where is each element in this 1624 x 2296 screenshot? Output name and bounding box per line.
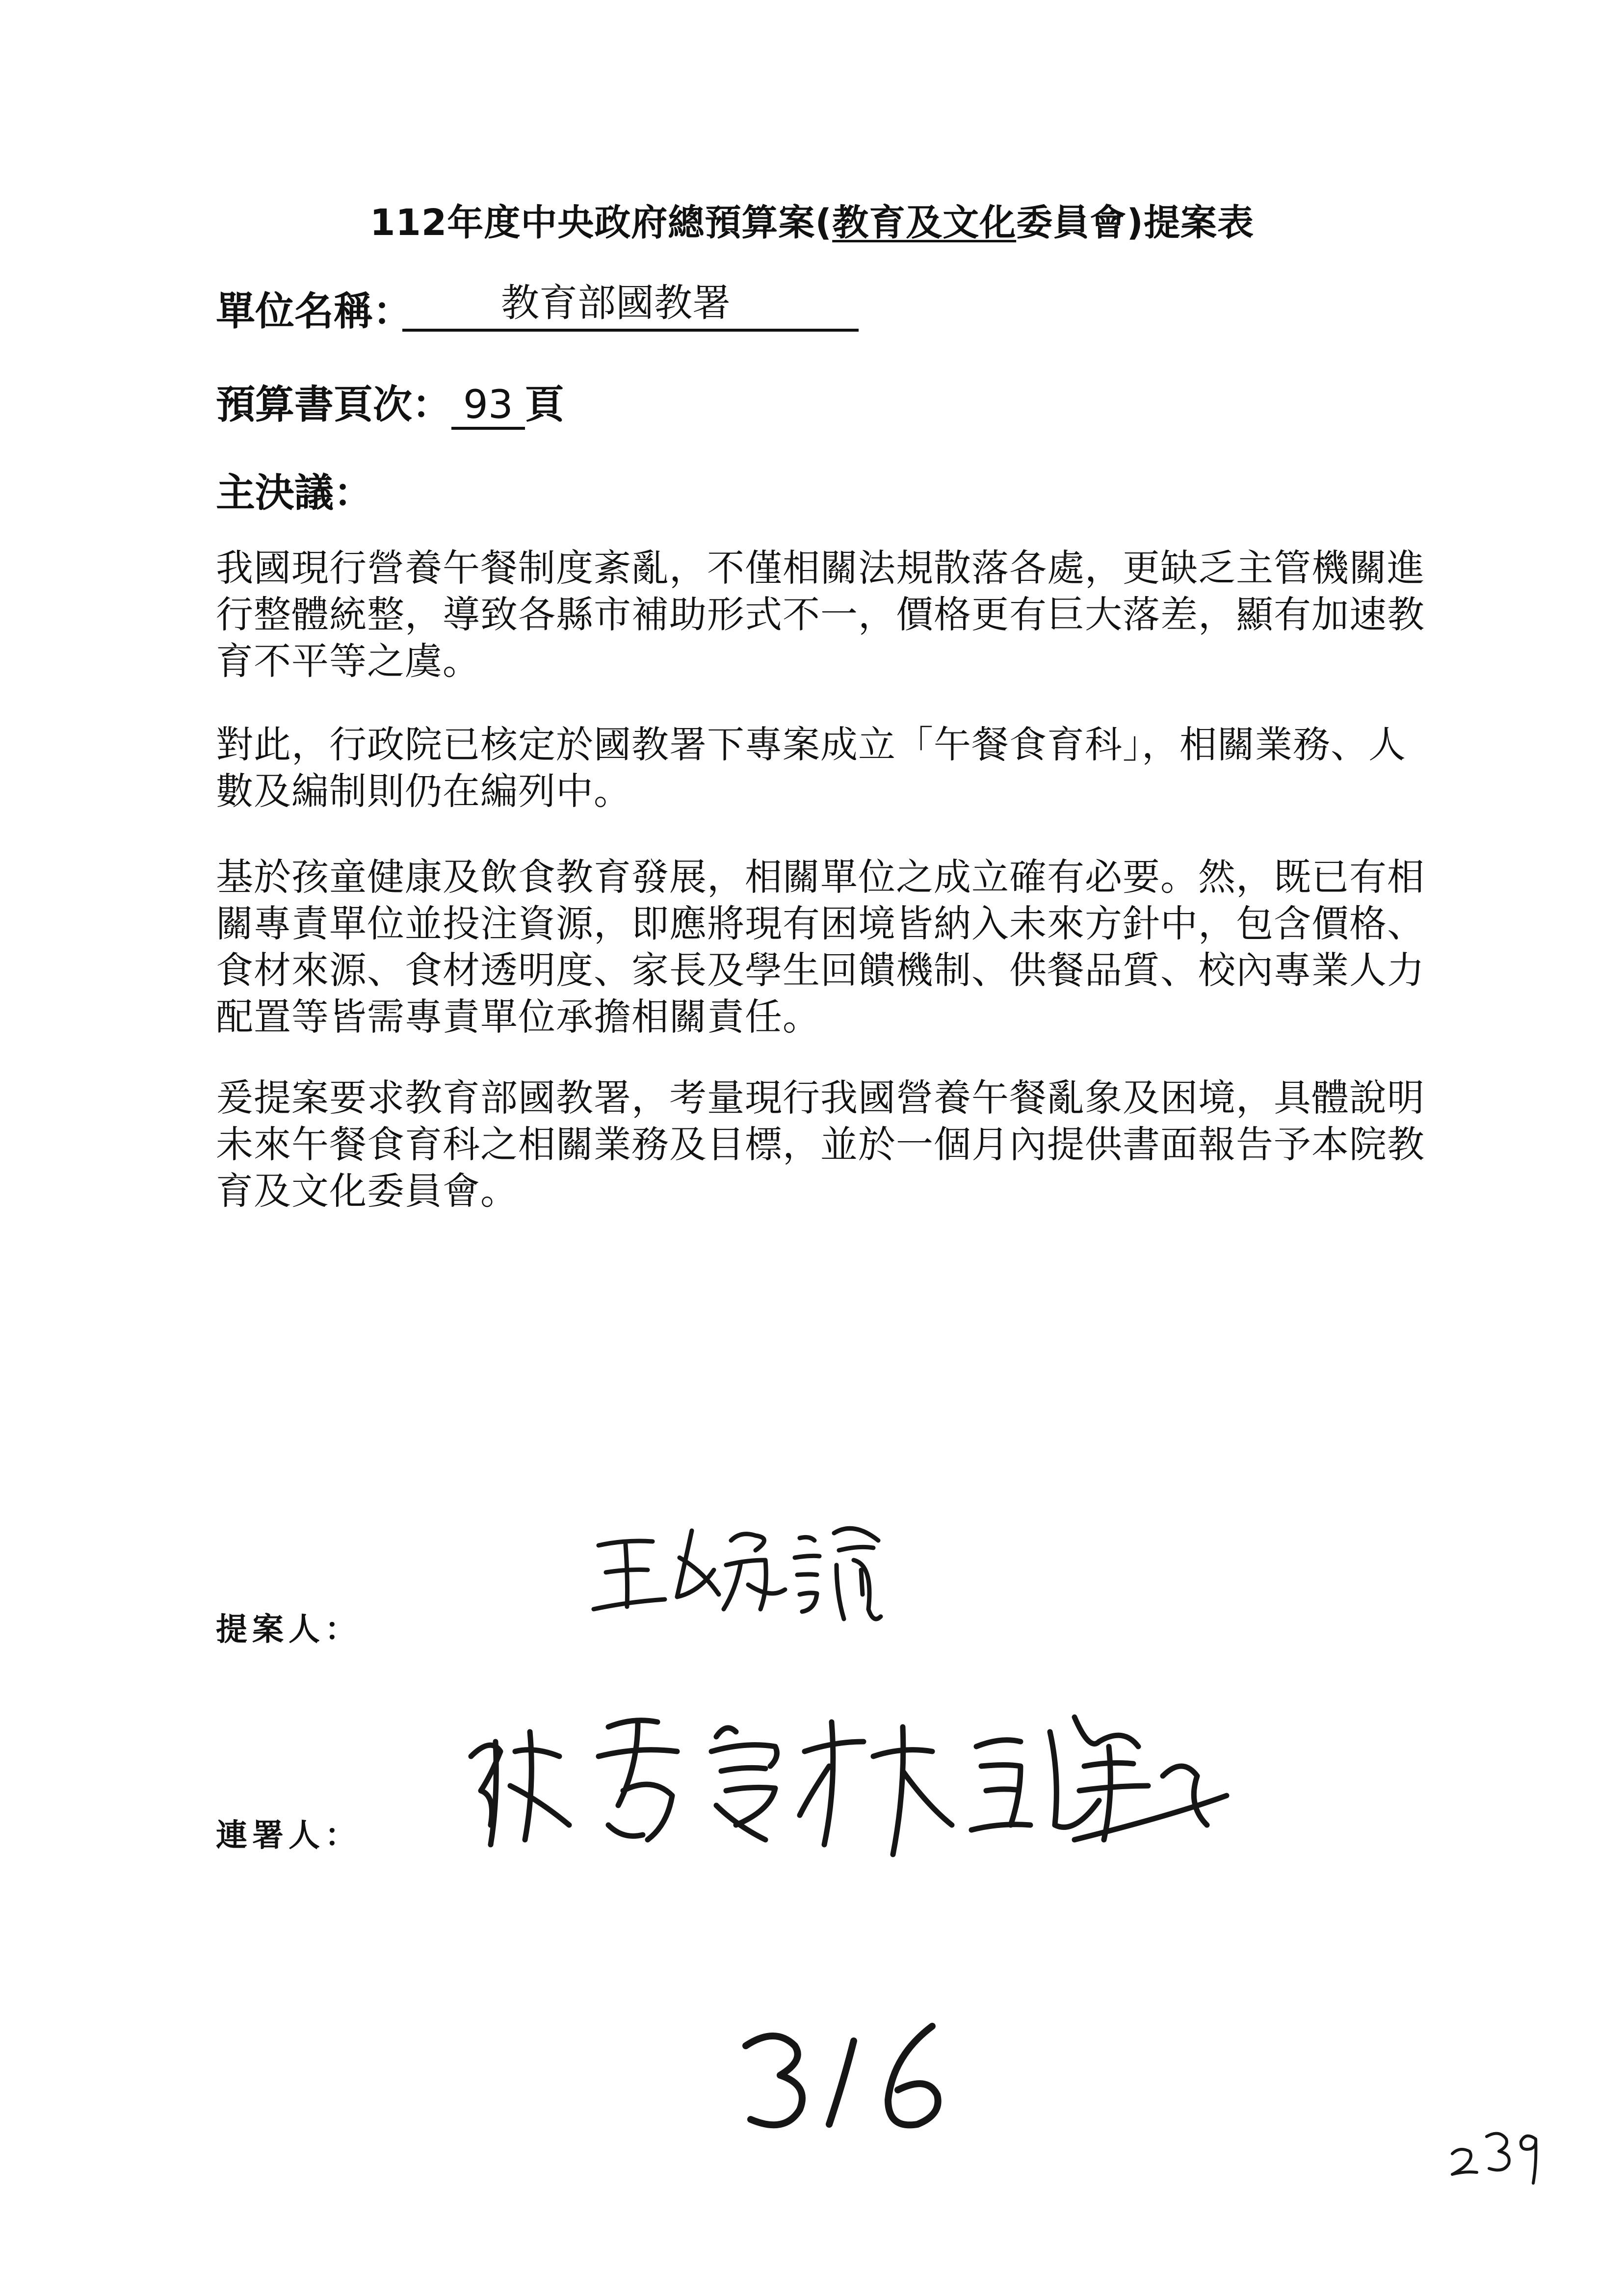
main-resolution-label: 主決議： xyxy=(216,470,373,516)
budget-page-label: 預算書頁次： xyxy=(216,382,451,427)
cosigner-signature xyxy=(461,1678,1442,1874)
paragraph-line: 行整體統整，導致各縣市補助形式不一，價格更有巨大落差，顯有加速教 xyxy=(216,593,1425,636)
paragraph-2 xyxy=(216,721,1442,814)
document-title xyxy=(0,194,1624,246)
paragraph-line: 爰提案要求教育部國教署，考量現行我國營養午餐亂象及困境，具體說明 xyxy=(216,1076,1425,1120)
title-committee: 教育及文化 xyxy=(832,202,1017,244)
paragraph-line: 未來午餐食育科之相關業務及目標，並於一個月內提供書面報告予本院教 xyxy=(216,1122,1425,1166)
proposer-signature xyxy=(579,1511,898,1634)
budget-page-row xyxy=(216,373,564,430)
handwritten-number xyxy=(736,2016,971,2144)
proposer-label: 提案人： xyxy=(216,1611,361,1648)
cosigner-label: 連署人： xyxy=(216,1817,361,1854)
title-suffix: 委員會)提案表 xyxy=(1016,202,1255,244)
paragraph-line: 數及編制則仍在編列中。 xyxy=(216,769,631,813)
paragraph-1 xyxy=(216,545,1442,684)
budget-page-suffix: 頁 xyxy=(524,382,564,427)
unit-value-text: 教育部國教署 xyxy=(500,281,731,325)
paragraph-line: 我國現行營養午餐制度紊亂，不僅相關法規散落各處，更缺乏主管機關進 xyxy=(216,546,1425,590)
paragraph-4 xyxy=(216,1074,1442,1214)
paragraph-line: 配置等皆需專責單位承擔相關責任。 xyxy=(216,995,820,1039)
paragraph-line: 對此，行政院已核定於國教署下專案成立「午餐食育科」，相關業務、人 xyxy=(216,723,1406,766)
paragraph-3 xyxy=(216,854,1442,1040)
title-prefix: 112年度中央政府總預算案( xyxy=(369,202,833,244)
budget-page-number: 93 xyxy=(451,383,525,430)
unit-value xyxy=(402,280,859,332)
paragraph-line: 基於孩童健康及飲食教育發展，相關單位之成立確有必要。然，既已有相 xyxy=(216,855,1425,899)
unit-label: 單位名稱： xyxy=(216,288,412,334)
page-mark xyxy=(1447,2119,1545,2188)
paragraph-line: 關專責單位並投注資源，即應將現有困境皆納入未來方針中，包含價格、 xyxy=(216,902,1425,945)
paragraph-line: 育及文化委員會。 xyxy=(216,1169,518,1213)
paragraph-line: 食材來源、食材透明度、家長及學生回饋機制、供餐品質、校內專業人力 xyxy=(216,948,1425,992)
paragraph-line: 育不平等之虞。 xyxy=(216,639,480,683)
